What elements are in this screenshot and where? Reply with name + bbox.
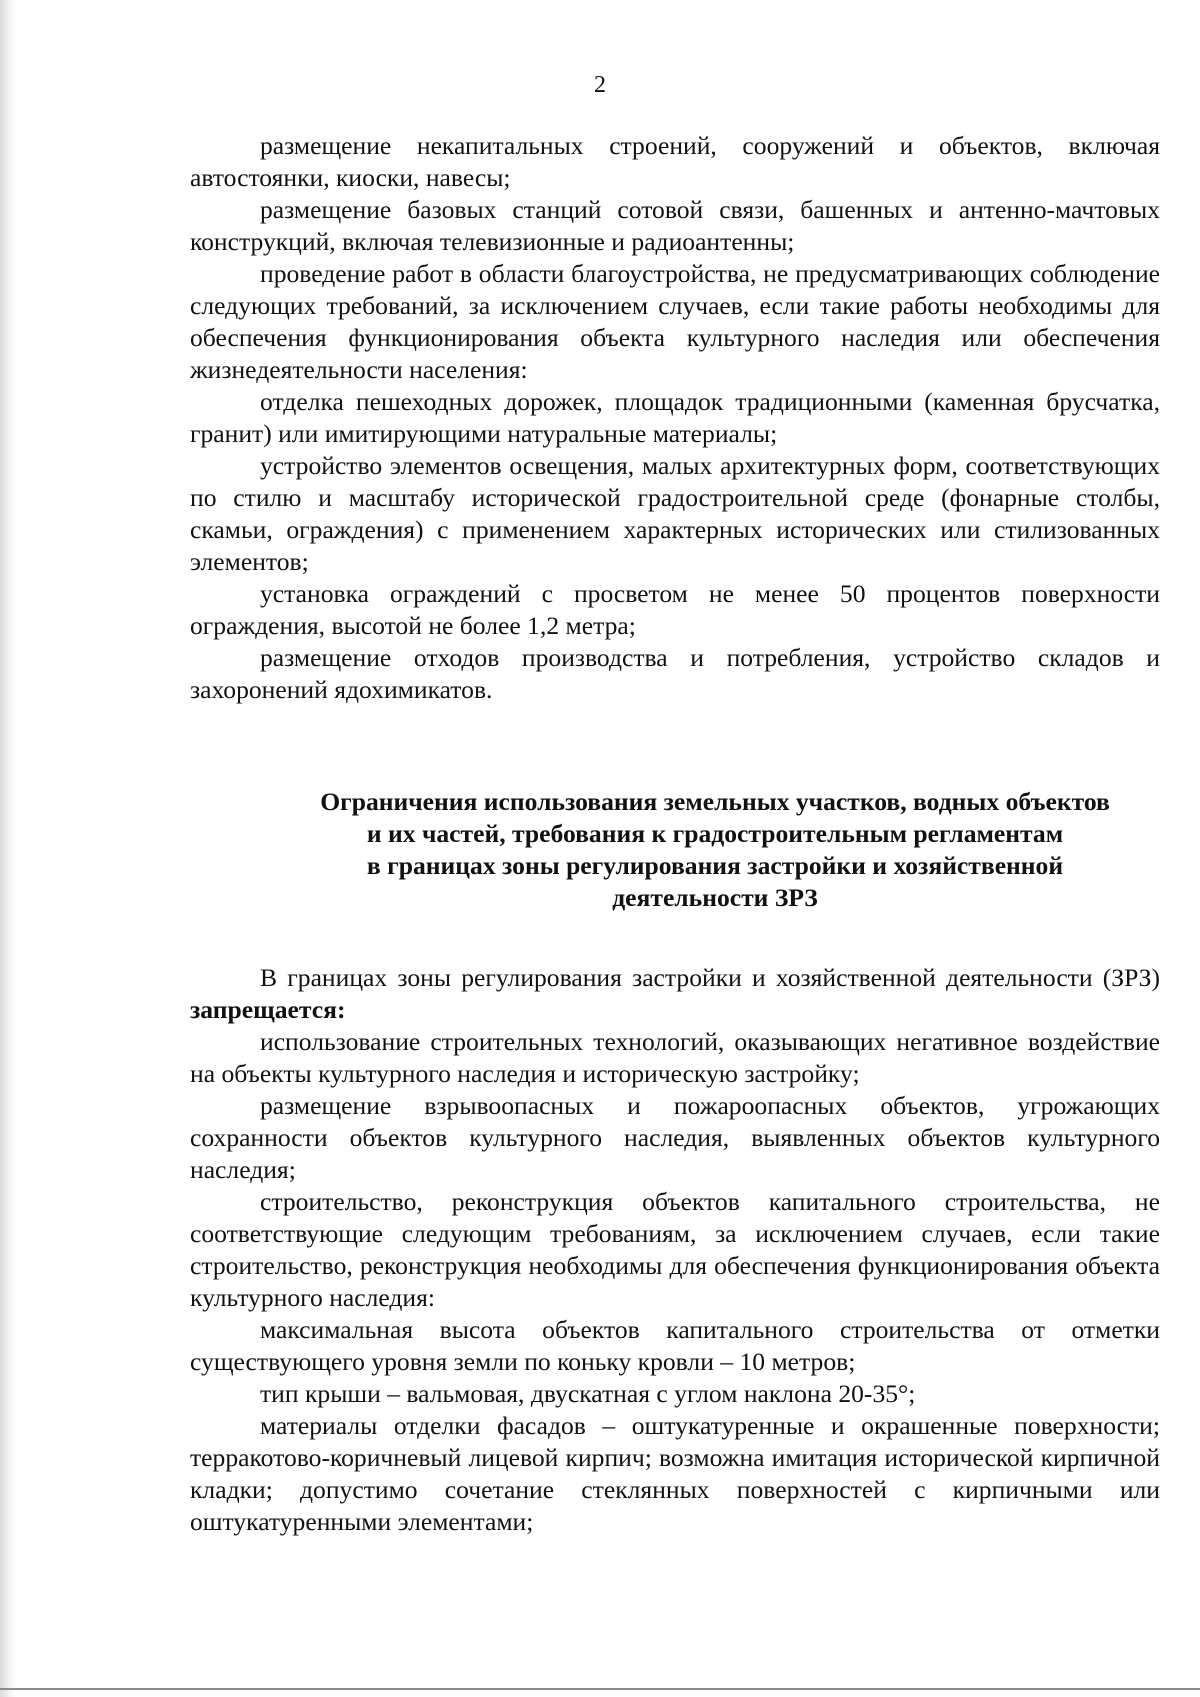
paragraph-waste-placement: размещение отходов производства и потребления, устройство складов и захоронений ядохимикатов. <box>190 643 1160 704</box>
document-body <box>190 130 1160 1538</box>
paragraph-construction-technologies: использование строительных технологий, оказывающих негативное воздействие на объекты культурного наследия и историческую застройку; <box>190 1027 1160 1088</box>
paragraph-lighting-elements: устройство элементов освещения, малых архитектурных форм, соответствующих по стилю и масштабу исторической градостроительной среде (фонарные столбы, скамьи, ограждения) с применением характерных исторических или стилизованных элементов; <box>190 451 1160 576</box>
paragraph-explosive-objects: размещение взрывоопасных и пожароопасных объектов, угрожающих сохранности объектов культурного наследия, выявленных объектов культурного наследия; <box>190 1091 1160 1184</box>
paragraph-landscaping-works: проведение работ в области благоустройства, не предусматривающих соблюдение следующих требований, за исключением случаев, если такие работы необходимы для обеспечения функционирования объекта культурного наследия или обеспечения жизнедеятельности населения: <box>190 259 1160 384</box>
scan-left-edge-shadow <box>0 0 16 1697</box>
paragraph-roof-type: тип крыши – вальмовая, двускатная с углом наклона 20-35°; <box>260 1379 916 1408</box>
page-number: 2 <box>594 72 606 98</box>
paragraph-zrz-intro <box>190 962 1160 1026</box>
paragraph-capital-construction: строительство, реконструкция объектов капитального строительства, не соответствующие следующим требованиям, за исключением случаев, если такие строительство, реконструкция необходимы для обеспечения функционирования объекта культурного наследия: <box>190 1187 1160 1312</box>
section-heading-line: и их частей, требования к градостроительным регламентам <box>366 819 1064 848</box>
section-heading-line: Ограничения использования земельных участков, водных объектов <box>320 787 1110 816</box>
paragraph-paving-finish: отделка пешеходных дорожек, площадок традиционными (каменная брусчатка, гранит) или имитирующими натуральные материалы; <box>190 387 1160 448</box>
section-heading-line: деятельности ЗРЗ <box>612 883 818 912</box>
intro-prohibited-label: запрещается: <box>190 995 346 1024</box>
scan-bottom-edge <box>0 1688 1200 1690</box>
paragraph-nonpermanent-structures: размещение некапитальных строений, сооружений и объектов, включая автостоянки, киоски, навесы; <box>190 131 1160 192</box>
paragraph-max-height: максимальная высота объектов капитального строительства от отметки существующего уровня земли по коньку кровли – 10 метров; <box>190 1315 1160 1376</box>
section-heading <box>190 786 1160 914</box>
paragraph-cell-stations: размещение базовых станций сотовой связи, башенных и антенно-мачтовых конструкций, включая телевизионные и радиоантенны; <box>190 195 1160 256</box>
section-heading-line: в границах зоны регулирования застройки и хозяйственной <box>366 851 1064 880</box>
paragraph-facade-materials: материалы отделки фасадов – оштукатуренные и окрашенные поверхности; терракотово-коричневый лицевой кирпич; возможна имитация исторической кирпичной кладки; допустимо сочетание стеклянных поверхностей с кирпичными или оштукатуренными элементами; <box>190 1411 1160 1536</box>
paragraph-fencing: установка ограждений с просветом не менее 50 процентов поверхности ограждения, высотой не более 1,2 метра; <box>190 579 1160 640</box>
intro-text: В границах зоны регулирования застройки и хозяйственной деятельности (ЗРЗ) <box>260 963 1160 992</box>
